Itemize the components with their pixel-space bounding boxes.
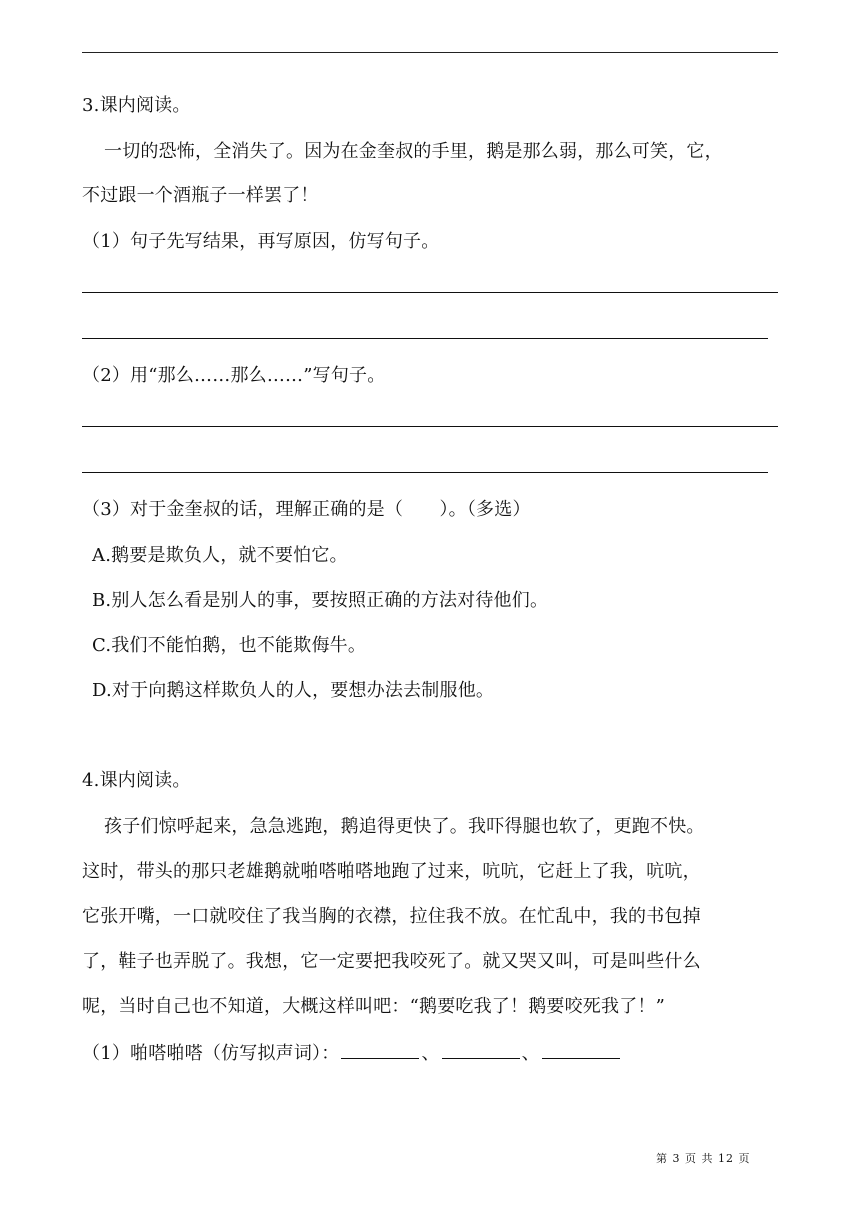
option-c: C.我们不能怕鹅，也不能欺侮牛。 — [92, 635, 367, 656]
question-3-1: （1）句子先写结果，再写原因，仿写句子。 — [82, 231, 440, 252]
page-number: 第 3 页 共 12 页 — [656, 1152, 751, 1165]
question-3-2: （2）用“那么……那么……”写句子。 — [82, 365, 386, 386]
separator: 、 — [521, 1043, 540, 1064]
separator: 、 — [421, 1043, 440, 1064]
question-3-3: （3）对于金奎叔的话，理解正确的是（ ）。（多选） — [82, 499, 531, 520]
answer-line-3-1-b[interactable] — [82, 338, 768, 339]
section4-passage-line-1: 孩子们惊呼起来，急急逃跑，鹅追得更快了。我吓得腿也软了，更跑不快。 — [104, 816, 705, 837]
section4-passage-line-2: 这时，带头的那只老雄鹅就啪嗒啪嗒地跑了过来，吭吭，它赶上了我，吭吭， — [82, 861, 701, 882]
section3-passage-line-2: 不过跟一个酒瓶子一样罢了！ — [82, 185, 319, 206]
section4-passage-line-4: 了，鞋子也弄脱了。我想，它一定要把我咬死了。就又哭又叫，可是叫些什么 — [82, 951, 701, 972]
question-4-1-label: （1）啪嗒啪嗒（仿写拟声词）： — [82, 1043, 340, 1064]
option-a: A.鹅要是欺负人，就不要怕它。 — [92, 545, 348, 566]
option-b: B.别人怎么看是别人的事，要按照正确的方法对待他们。 — [92, 590, 549, 611]
answer-line-3-2-b[interactable] — [82, 472, 768, 473]
blank-3[interactable] — [542, 1040, 620, 1059]
section4-passage-line-5: 呢，当时自己也不知道，大概这样叫吧：“鹅要吃我了！鹅要咬死我了！” — [82, 996, 666, 1017]
section4-heading: 4.课内阅读。 — [82, 770, 191, 791]
header-rule — [82, 52, 778, 53]
answer-line-3-2-a[interactable] — [82, 426, 778, 427]
blank-1[interactable] — [341, 1040, 419, 1059]
blank-2[interactable] — [442, 1040, 520, 1059]
option-d: D.对于向鹅这样欺负人的人，要想办法去制服他。 — [92, 680, 495, 701]
answer-line-3-1-a[interactable] — [82, 292, 778, 293]
section4-passage-line-3: 它张开嘴，一口就咬住了我当胸的衣襟，拉住我不放。在忙乱中，我的书包掉 — [82, 906, 701, 927]
section3-passage-line-1: 一切的恐怖，全消失了。因为在金奎叔的手里，鹅是那么弱，那么可笑，它， — [104, 141, 723, 162]
question-4-1 — [82, 1040, 622, 1066]
section3-heading: 3.课内阅读。 — [82, 95, 191, 116]
